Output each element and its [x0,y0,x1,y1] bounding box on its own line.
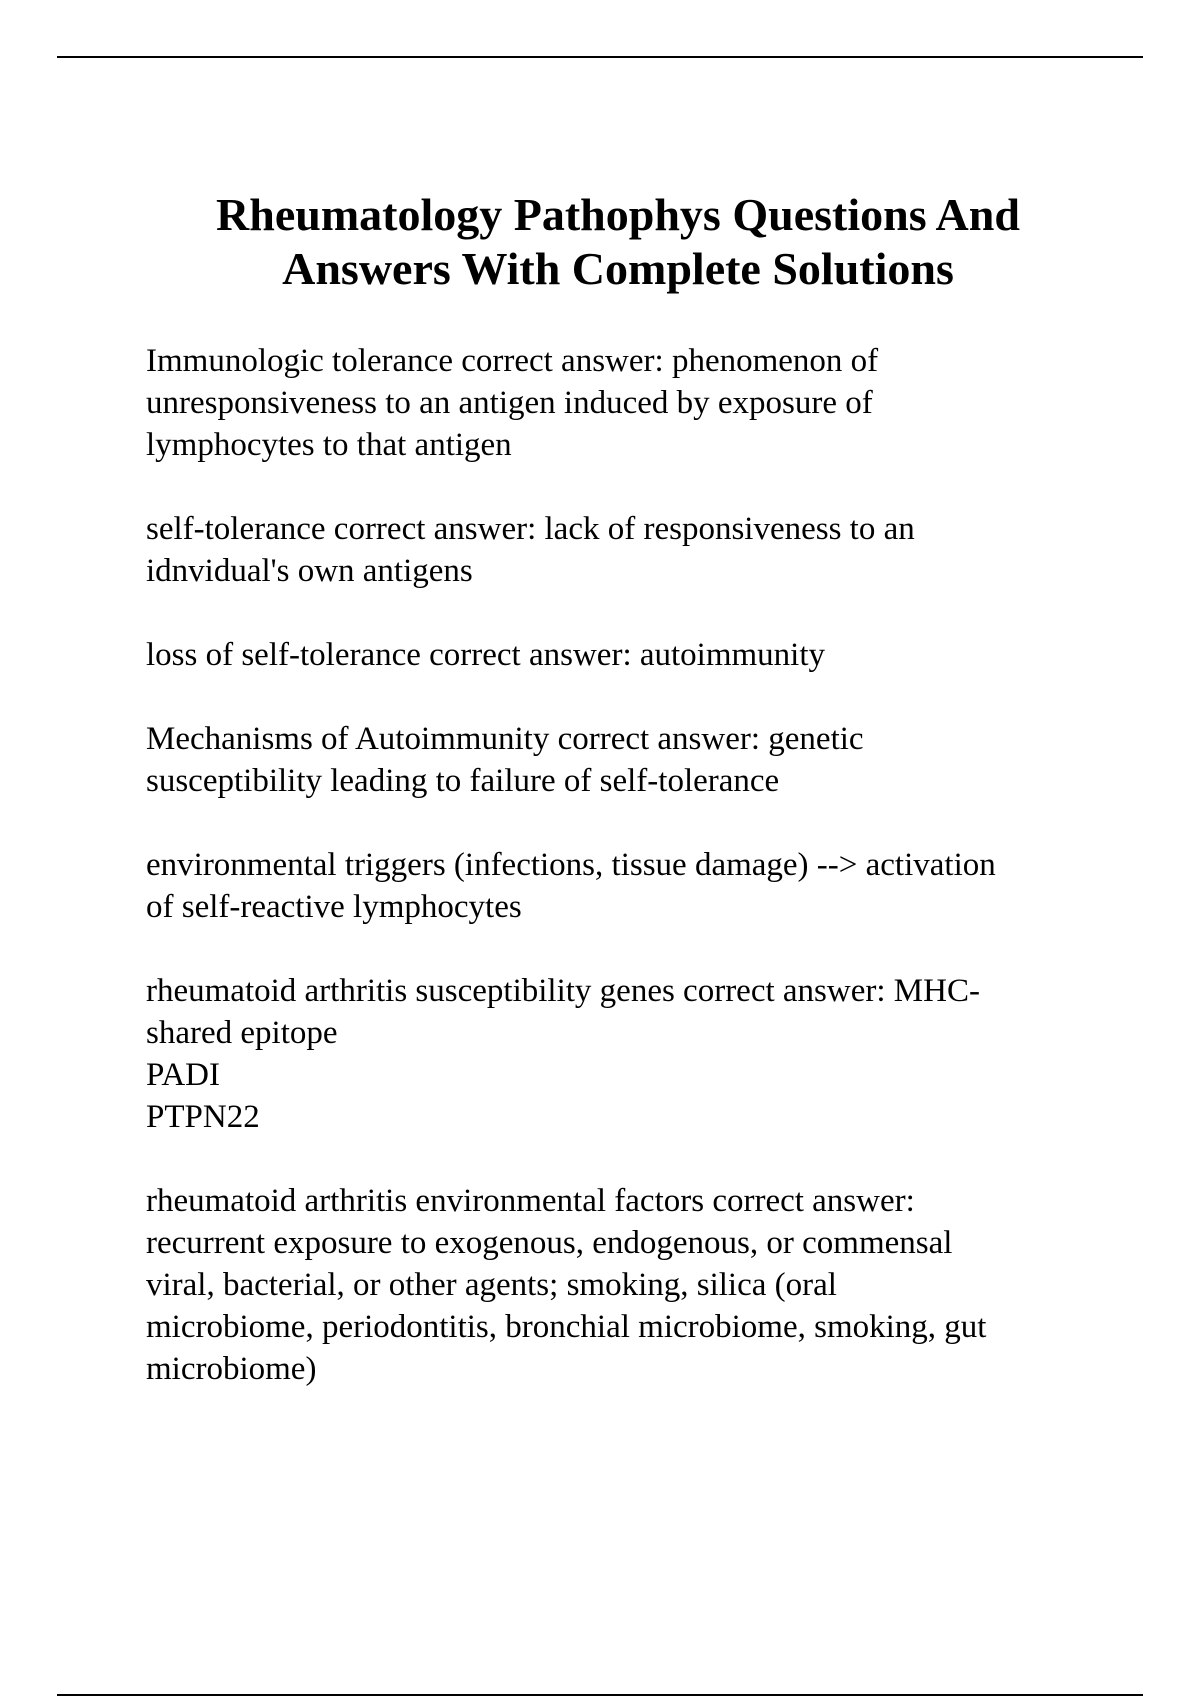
entry-line: microbiome, periodontitis, bronchial microbiome, smoking, gut [146,1309,987,1345]
entry-line: PTPN22 [146,1099,260,1135]
qa-entry-ra-environmental-factors [146,1180,1106,1390]
entry-line: loss of self-tolerance correct answer: autoimmunity [146,637,826,673]
entry-line: lymphocytes to that antigen [146,427,512,463]
qa-entry-loss-of-self-tolerance [146,634,1106,676]
entry-line: viral, bacterial, or other agents; smoking, silica (oral [146,1267,837,1303]
qa-entry-ra-susceptibility-genes [146,970,1106,1138]
entry-line: of self-reactive lymphocytes [146,889,522,925]
entry-line: Immunologic tolerance correct answer: phenomenon of [146,343,879,379]
entry-line: rheumatoid arthritis environmental factors correct answer: [146,1183,915,1219]
title-line-2: Answers With Complete Solutions [282,243,954,294]
entry-line: rheumatoid arthritis susceptibility genes correct answer: MHC- [146,973,980,1009]
entry-line: shared epitope [146,1015,338,1051]
entry-line: Mechanisms of Autoimmunity correct answer: genetic [146,721,864,757]
entry-line: self-tolerance correct answer: lack of responsiveness to an [146,511,915,547]
entry-line: unresponsiveness to an antigen induced by exposure of [146,385,873,421]
entry-line: recurrent exposure to exogenous, endogenous, or commensal [146,1225,953,1261]
qa-entry-self-tolerance [146,508,1106,592]
qa-entry-mechanisms-of-autoimmunity [146,718,1106,802]
entry-line: PADI [146,1057,220,1093]
entry-line: microbiome) [146,1351,317,1387]
entry-line: susceptibility leading to failure of self-tolerance [146,763,780,799]
entry-line: environmental triggers (infections, tissue damage) --> activation [146,847,996,883]
entry-line: idnvidual's own antigens [146,553,473,589]
qa-list [146,340,1106,1432]
footer-rule [57,1694,1143,1696]
header-rule [57,56,1143,58]
qa-entry-immunologic-tolerance [146,340,1106,466]
qa-entry-environmental-triggers [146,844,1106,928]
document-title [100,188,1136,296]
title-line-1: Rheumatology Pathophys Questions And [216,189,1020,240]
